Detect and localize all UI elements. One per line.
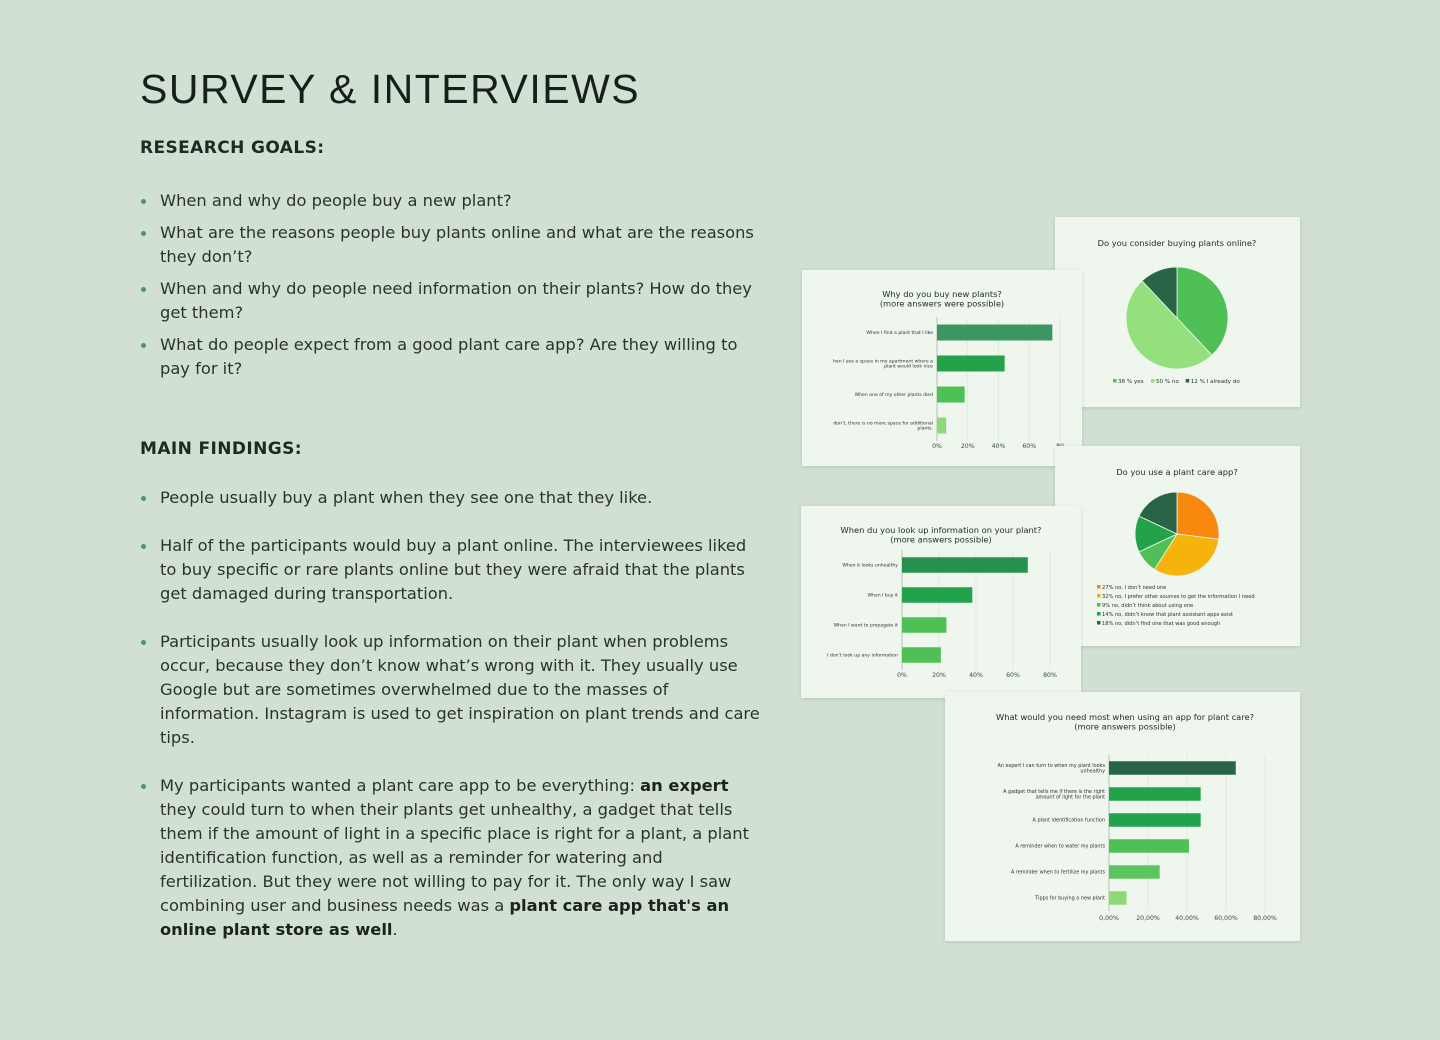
bullet-icon xyxy=(141,784,146,789)
chart-tick-label: 40,00% xyxy=(1175,915,1199,922)
main-findings-heading: MAIN FINDINGS: xyxy=(140,439,302,459)
bullet-icon xyxy=(141,640,146,645)
chart-title: Do you consider buying plants online? xyxy=(1097,238,1257,248)
chart-legend-swatch xyxy=(1113,379,1117,383)
finding-text-part: . xyxy=(392,920,398,939)
chart-legend-swatch xyxy=(1097,612,1101,616)
list-item xyxy=(140,277,760,325)
chart-legend-swatch xyxy=(1186,379,1190,383)
bullet-icon xyxy=(141,496,146,501)
bullet-icon xyxy=(141,231,146,236)
chart-title: Do you use a plant care app? xyxy=(1116,467,1238,477)
why-buy-bar-chart xyxy=(802,270,1082,466)
chart-title: Why do you buy new plants? xyxy=(882,289,1002,299)
chart-tick-label: 40% xyxy=(969,672,983,679)
chart-category-label: A plant identification function xyxy=(1032,817,1105,824)
list-item xyxy=(140,630,760,750)
research-goal-text: When and why do people need information on their plants? How do they get them? xyxy=(160,279,752,322)
chart-bar xyxy=(937,418,946,434)
list-item xyxy=(140,333,760,381)
chart-tick-label: 20,00% xyxy=(1136,915,1160,922)
chart-tick-label: 60% xyxy=(1022,443,1037,450)
chart-bar xyxy=(1109,865,1160,879)
finding-text: Half of the participants would buy a plant online. The interviewees liked to buy specific or rare plants online but they were afraid that the plants get damaged during transportation. xyxy=(160,536,747,603)
chart-bar xyxy=(902,617,946,633)
chart-legend-label: 38 % yes xyxy=(1118,379,1144,385)
chart-bar xyxy=(902,647,941,663)
chart-card-care-app xyxy=(1055,446,1300,646)
chart-title: What would you need most when using an app for plant care? xyxy=(996,712,1254,722)
chart-legend-label: 27% no, I don’t need one xyxy=(1102,585,1167,591)
finding-emphasis: an expert xyxy=(640,776,729,795)
chart-bar xyxy=(902,557,1028,573)
finding-text: Participants usually look up information on their plant when problems occur, because they don’t know what’s wrong with it. They usually use Google but are sometimes overwhelmed due to the masses of information. Instagram is used to get inspiration on plant trends and care tips. xyxy=(160,632,760,747)
main-findings-list xyxy=(140,486,760,966)
chart-category-label: don’t, there is no more space for additional plants. xyxy=(833,421,933,432)
care-app-pie-chart xyxy=(1055,446,1300,646)
chart-category-label: When I want to propagate it xyxy=(833,623,898,629)
chart-legend-swatch xyxy=(1097,621,1101,625)
chart-category-label: hen I see a space in my apartment where a plant would look nice xyxy=(832,359,933,370)
chart-bar xyxy=(1109,891,1127,905)
chart-category-label: A reminder when to water my plants xyxy=(1015,843,1105,850)
bullet-icon xyxy=(141,199,146,204)
finding-text-part: they could turn to when their plants get unhealthy, a gadget that tells them if the amount of light in a specific place is right for a plant, a plant identification function, as well as a reminder for watering and fertilization. But they were not willing to pay for it. The only way I saw combining user and business needs was a xyxy=(160,800,749,915)
chart-tick-label: 80% xyxy=(1043,672,1057,679)
chart-card-buy-online xyxy=(1055,217,1300,407)
chart-category-label: When it looks unhealthy xyxy=(842,563,898,569)
list-item xyxy=(140,534,760,606)
list-item xyxy=(140,486,760,510)
chart-bar xyxy=(937,387,965,403)
chart-category-label: When I find a plant that I like xyxy=(866,331,933,337)
chart-card-lookup xyxy=(801,506,1081,698)
research-goals-list xyxy=(140,189,760,389)
chart-legend-swatch xyxy=(1097,585,1101,589)
chart-category-label: A gadget that tells me if there is the right amount of light for the plant xyxy=(1003,789,1105,801)
chart-category-label: I don’t look up any information xyxy=(827,653,898,659)
chart-legend-label: 12 % I already do xyxy=(1190,379,1240,385)
chart-subtitle: (more answers were possible) xyxy=(879,298,1005,309)
chart-category-label: When one of my other plants died xyxy=(854,393,933,399)
chart-category-label: When I buy it xyxy=(867,593,898,599)
chart-legend-label: 18% no, didn’t find one that was good enough xyxy=(1102,621,1221,627)
chart-legend-swatch xyxy=(1097,603,1101,607)
list-item xyxy=(140,189,760,213)
chart-legend-label: 9% no, didn’t think about using one xyxy=(1102,603,1194,609)
chart-bar xyxy=(1109,787,1201,801)
research-goals-heading: RESEARCH GOALS: xyxy=(140,138,325,158)
chart-tick-label: 0% xyxy=(932,443,942,450)
chart-subtitle: (more answers possible) xyxy=(1074,721,1176,732)
finding-text xyxy=(160,776,749,939)
list-item xyxy=(140,774,760,942)
chart-card-why-buy xyxy=(802,270,1082,466)
chart-tick-label: 60% xyxy=(1006,672,1020,679)
chart-tick-label: 60,00% xyxy=(1214,915,1238,922)
bullet-icon xyxy=(141,343,146,348)
chart-title: When du you look up information on your plant? xyxy=(840,525,1042,535)
bullet-icon xyxy=(141,544,146,549)
page-title: SURVEY & INTERVIEWS xyxy=(140,66,641,112)
chart-bar xyxy=(937,356,1005,372)
chart-bar xyxy=(1109,839,1189,853)
research-goal-text: When and why do people buy a new plant? xyxy=(160,191,512,210)
chart-tick-label: 80,00% xyxy=(1253,915,1277,922)
chart-category-label: An expert I can turn to when my plant looks unhealthy xyxy=(997,763,1105,775)
bullet-icon xyxy=(141,287,146,292)
research-goal-text: What are the reasons people buy plants online and what are the reasons they don’t? xyxy=(160,223,754,266)
list-item xyxy=(140,221,760,269)
need-most-bar-chart xyxy=(945,692,1300,941)
chart-bar xyxy=(902,587,972,603)
chart-bar xyxy=(1109,813,1201,827)
research-goal-text: What do people expect from a good plant care app? Are they willing to pay for it? xyxy=(160,335,738,378)
chart-card-need-most xyxy=(945,692,1300,941)
chart-tick-label: 0% xyxy=(897,672,907,679)
chart-category-label: Tipps for buying a new plant xyxy=(1035,895,1105,902)
chart-tick-label: 40% xyxy=(991,443,1006,450)
finding-emphasis: plant care app that's an online plant store as well xyxy=(160,896,730,939)
chart-legend-label: 14% no, didn’t know that plant assistant apps exist xyxy=(1102,612,1233,618)
chart-tick-label: 0,00% xyxy=(1099,915,1119,922)
chart-tick-label: 20% xyxy=(960,443,975,450)
buy-online-pie-chart xyxy=(1055,217,1300,407)
chart-legend-label: 50 % no xyxy=(1155,379,1179,385)
chart-legend-swatch xyxy=(1097,594,1101,598)
finding-text-part: My participants wanted a plant care app to be everything: xyxy=(160,776,641,795)
chart-subtitle: (more answers possible) xyxy=(890,534,992,545)
lookup-bar-chart xyxy=(801,506,1081,698)
finding-text: People usually buy a plant when they see one that they like. xyxy=(160,488,653,507)
chart-category-label: A reminder when to fertilize my plants xyxy=(1010,869,1105,876)
chart-bar xyxy=(1109,761,1236,775)
chart-tick-label: 20% xyxy=(932,672,946,679)
chart-pie-slice xyxy=(1177,492,1219,539)
chart-legend-swatch xyxy=(1151,379,1155,383)
chart-legend-label: 32% no, I prefer other sources to get the information I need xyxy=(1102,594,1255,600)
chart-bar xyxy=(937,325,1052,341)
